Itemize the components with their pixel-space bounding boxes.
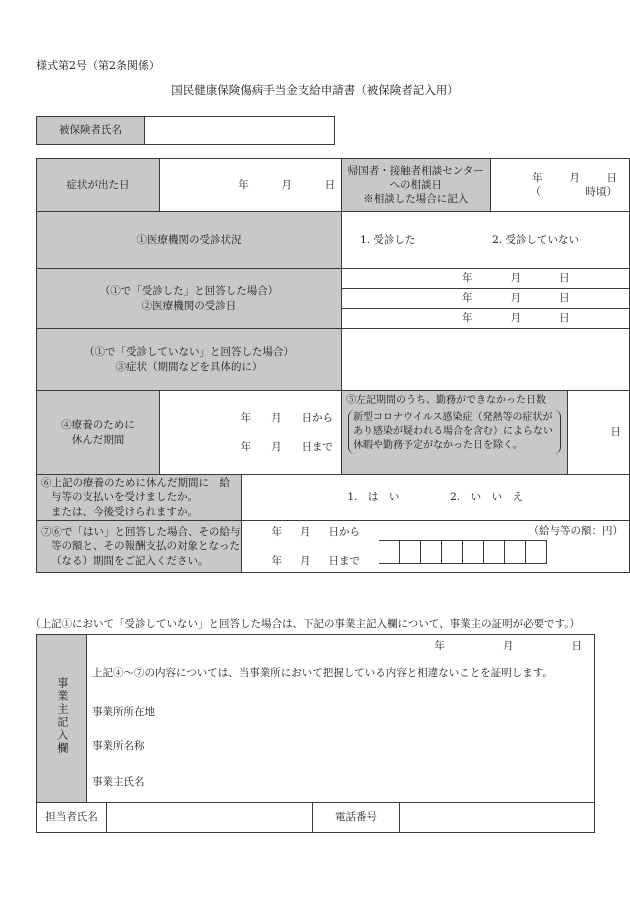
q4-period-field[interactable]: 年 月 日から 年 月 日まで [159, 391, 341, 475]
insured-name-table [36, 116, 335, 145]
q7-period-field[interactable]: 年 月 日から 年 月 日まで [241, 521, 379, 573]
consult-date-field[interactable]: 年 月 日 （ 時頃） [490, 159, 629, 212]
q5-days-field[interactable]: 日 [567, 391, 629, 475]
consult-date-label: 帰国者・接触者相談センター への相談日 ※相談した場合に記入 [342, 159, 490, 212]
q7-amount-field[interactable] [379, 521, 629, 573]
phone-label: 電話番号 [313, 803, 400, 833]
symptom-row [37, 159, 630, 212]
q6-option-no[interactable]: 2. い い え [450, 491, 524, 504]
q3-symptom-field[interactable] [342, 329, 630, 391]
owner-name-label: 事業主氏名 [92, 776, 145, 788]
q4-q5-row [37, 391, 630, 475]
q7-row [37, 521, 630, 573]
q7-amount-boxes[interactable] [379, 540, 623, 564]
certification-text: 上記④～⑦の内容については、当事業所において把握している内容と相違ないことを証明します。 [92, 667, 553, 679]
insured-name-field[interactable] [145, 117, 335, 145]
employer-table [36, 634, 595, 833]
person-in-charge-field[interactable] [107, 803, 313, 833]
q2-date-field-2[interactable]: 年 月 日 [342, 289, 630, 309]
q2-date-field-1[interactable]: 年 月 日 [342, 269, 630, 289]
q5-exclusion-note: 新型コロナウイルス感染症（発熱等の症状があり感染が疑われる場合を含む）によらない休暇や勤務予定がなかった日を除く。 [348, 410, 561, 454]
q7-label: ⑦⑥で「はい」と回答した場合、その給与 等の額と、その報酬支払の対象となった （なる）期間をご記入ください。 [37, 521, 242, 573]
employer-section-label: 事業主記入欄 [37, 635, 87, 803]
q1-option-visited[interactable]: 1. 受診した [360, 233, 416, 246]
insured-name-label: 被保険者氏名 [37, 117, 145, 145]
q3-label: （①で「受診していない」と回答した場合） ③症状（期間などを具体的に） [37, 329, 342, 391]
document-title: 国民健康保険傷病手当金支給申請書（被保険者記入用） [171, 83, 459, 97]
q1-row [37, 212, 630, 269]
q7-amount-label: （給与等の額：円） [528, 525, 623, 537]
q6-options [241, 475, 630, 521]
application-table [36, 158, 630, 573]
q2-date-field-3[interactable]: 年 月 日 [342, 309, 630, 329]
q6-label: ⑥上記の療養のために休んだ期間に 給 与等の支払いを受けましたか。 または、今後受けられますか。 [37, 475, 242, 521]
q2-row-1 [37, 269, 630, 289]
q1-label: ①医療機関の受診状況 [37, 212, 342, 269]
phone-field[interactable] [400, 803, 595, 833]
symptom-date-field[interactable]: 年 月 日 [159, 159, 341, 212]
symptom-date-label: 症状が出た日 [37, 159, 160, 212]
employer-note: （上記①において「受診していない」と回答した場合は、下記の事業主記入欄について、事業主の証明が必要です。） [30, 618, 580, 630]
q3-row [37, 329, 630, 391]
q6-option-yes[interactable]: 1. は い [347, 491, 400, 504]
contact-row [37, 803, 595, 833]
q1-options [342, 212, 630, 269]
q4-label: ④療養のために 休んだ期間 [37, 391, 160, 475]
person-in-charge-label: 担当者氏名 [37, 803, 107, 833]
q2-label: （①で「受診した」と回答した場合） ②医療機関の受診日 [37, 269, 342, 329]
employer-cert-row [37, 635, 595, 803]
q1-option-not-visited[interactable]: 2. 受診していない [492, 233, 579, 246]
q5-label: ⑤左記期間のうち、勤務ができなかった日数 新型コロナウイルス感染症（発熱等の症状があり感染が疑われる場合を含む）によらない休暇や勤務予定がなかった日を除く。 [342, 391, 568, 475]
address-label: 事業所所在地 [92, 706, 155, 718]
form-number: 様式第2号（第2条関係） [36, 59, 160, 72]
employer-cert-area: 年 月 日 上記④～⑦の内容については、当事業所において把握している内容と相違ないことを証明します。 事業所所在地 事業所名称 事業主氏名 [87, 635, 595, 803]
q6-row [37, 475, 630, 521]
office-name-label: 事業所名称 [92, 740, 145, 752]
